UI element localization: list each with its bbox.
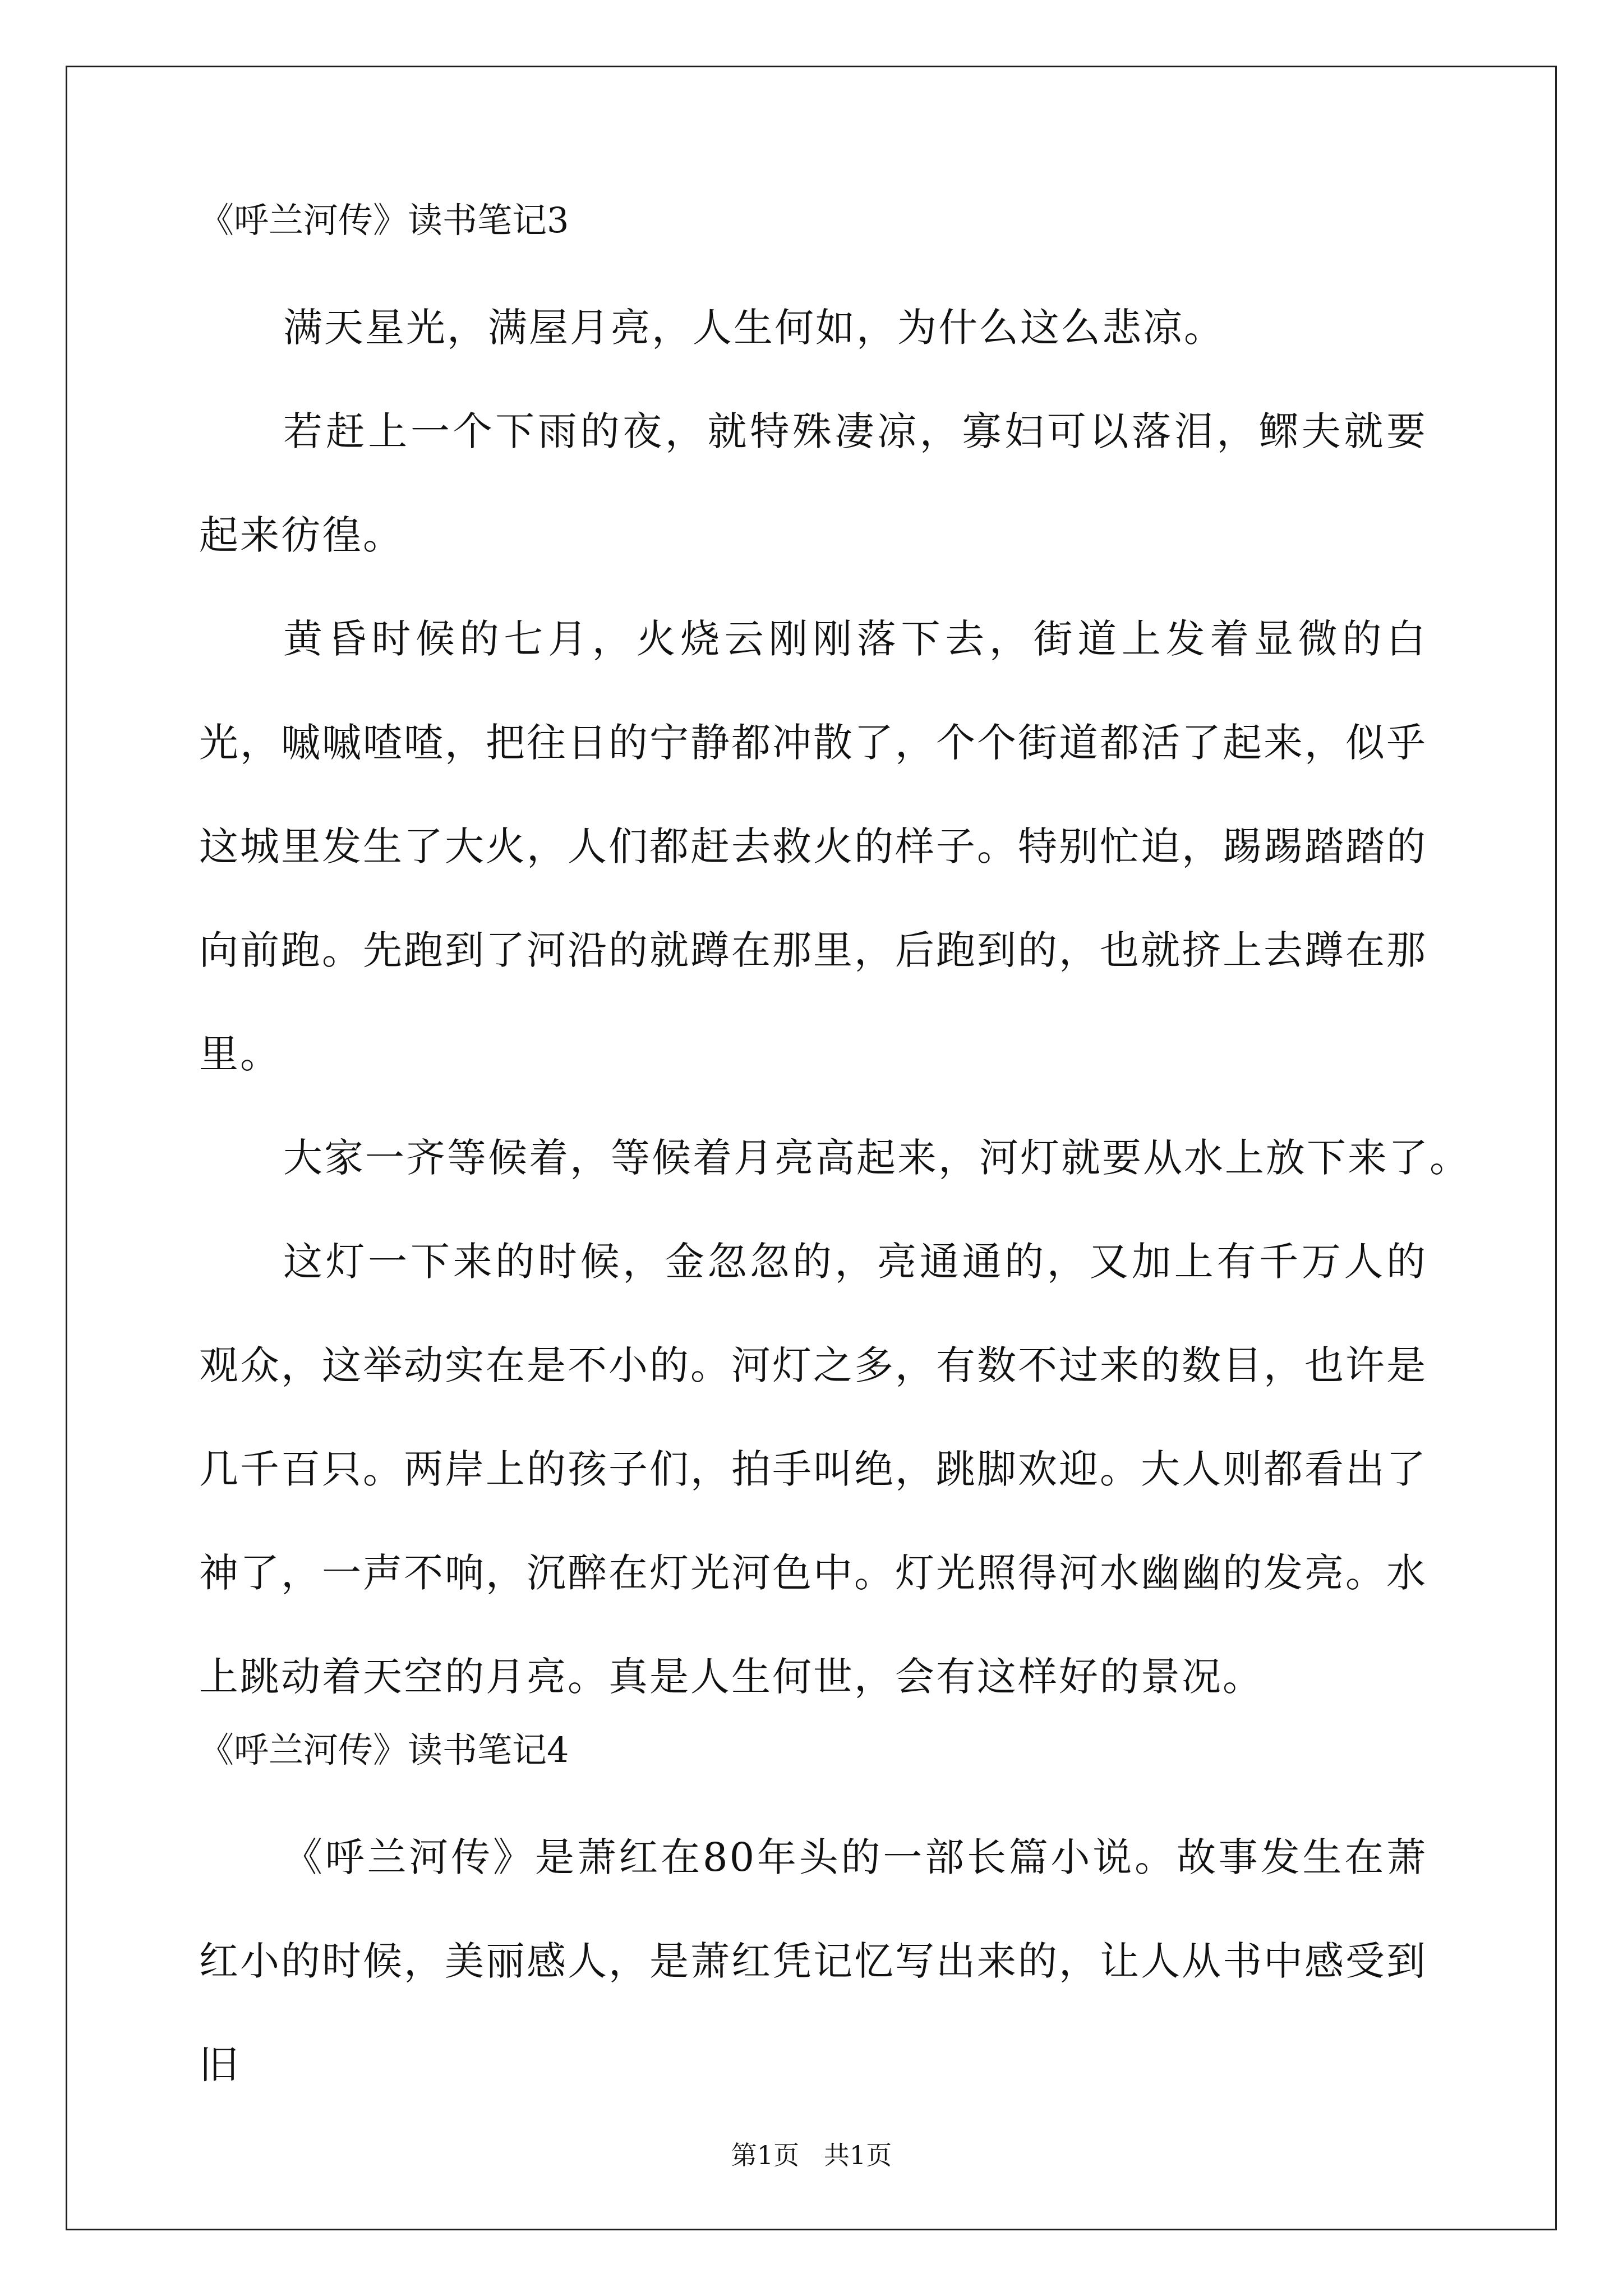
page-footer: 第1页 共1页 xyxy=(731,2140,892,2170)
paragraph: 满天星光，满屋月亮，人生何如，为什么这么悲凉。 xyxy=(283,305,1225,351)
document-body xyxy=(199,194,1470,2117)
paragraph: 这灯一下来的时候，金忽忽的，亮通通的，又加上有千万人的观众，这举动实在是不小的。河灯之多，有数不过来的数目，也许是几千百只。两岸上的孩子们，拍手叫绝，跳脚欢迎。大人则都看出了神了，一声不响，沉醉在灯光河色中。灯光照得河水幽幽的发亮。水上跳动着天空的月亮。真是人生何世，会有这样好的景况。 xyxy=(199,1239,1427,1700)
paragraph: 若赶上一个下雨的夜，就特殊凄凉，寡妇可以落泪，鳏夫就要起来彷徨。 xyxy=(199,408,1427,558)
paragraph: 黄昏时候的七月，火烧云刚刚落下去，街道上发着显微的白光，嘁嘁喳喳，把往日的宁静都冲散了，个个街道都活了起来，似乎这城里发生了大火，人们都赶去救火的样子。特别忙迫，踢踢踏踏的向前跑。先跑到了河沿的就蹲在那里，后跑到的，也就挤上去蹲在那里。 xyxy=(199,616,1427,1077)
paragraph: 大家一齐等候着，等候着月亮高起来，河灯就要从水上放下来了。 xyxy=(283,1135,1470,1181)
section-title-3: 《呼兰河传》读书笔记3 xyxy=(199,200,569,241)
paragraph: 《呼兰河传》是萧红在80年头的一部长篇小说。故事发生在萧红小的时候，美丽感人，是萧红凭记忆写出来的，让人从书中感受到旧 xyxy=(199,1834,1427,2088)
section-title-4: 《呼兰河传》读书笔记4 xyxy=(199,1729,569,1770)
